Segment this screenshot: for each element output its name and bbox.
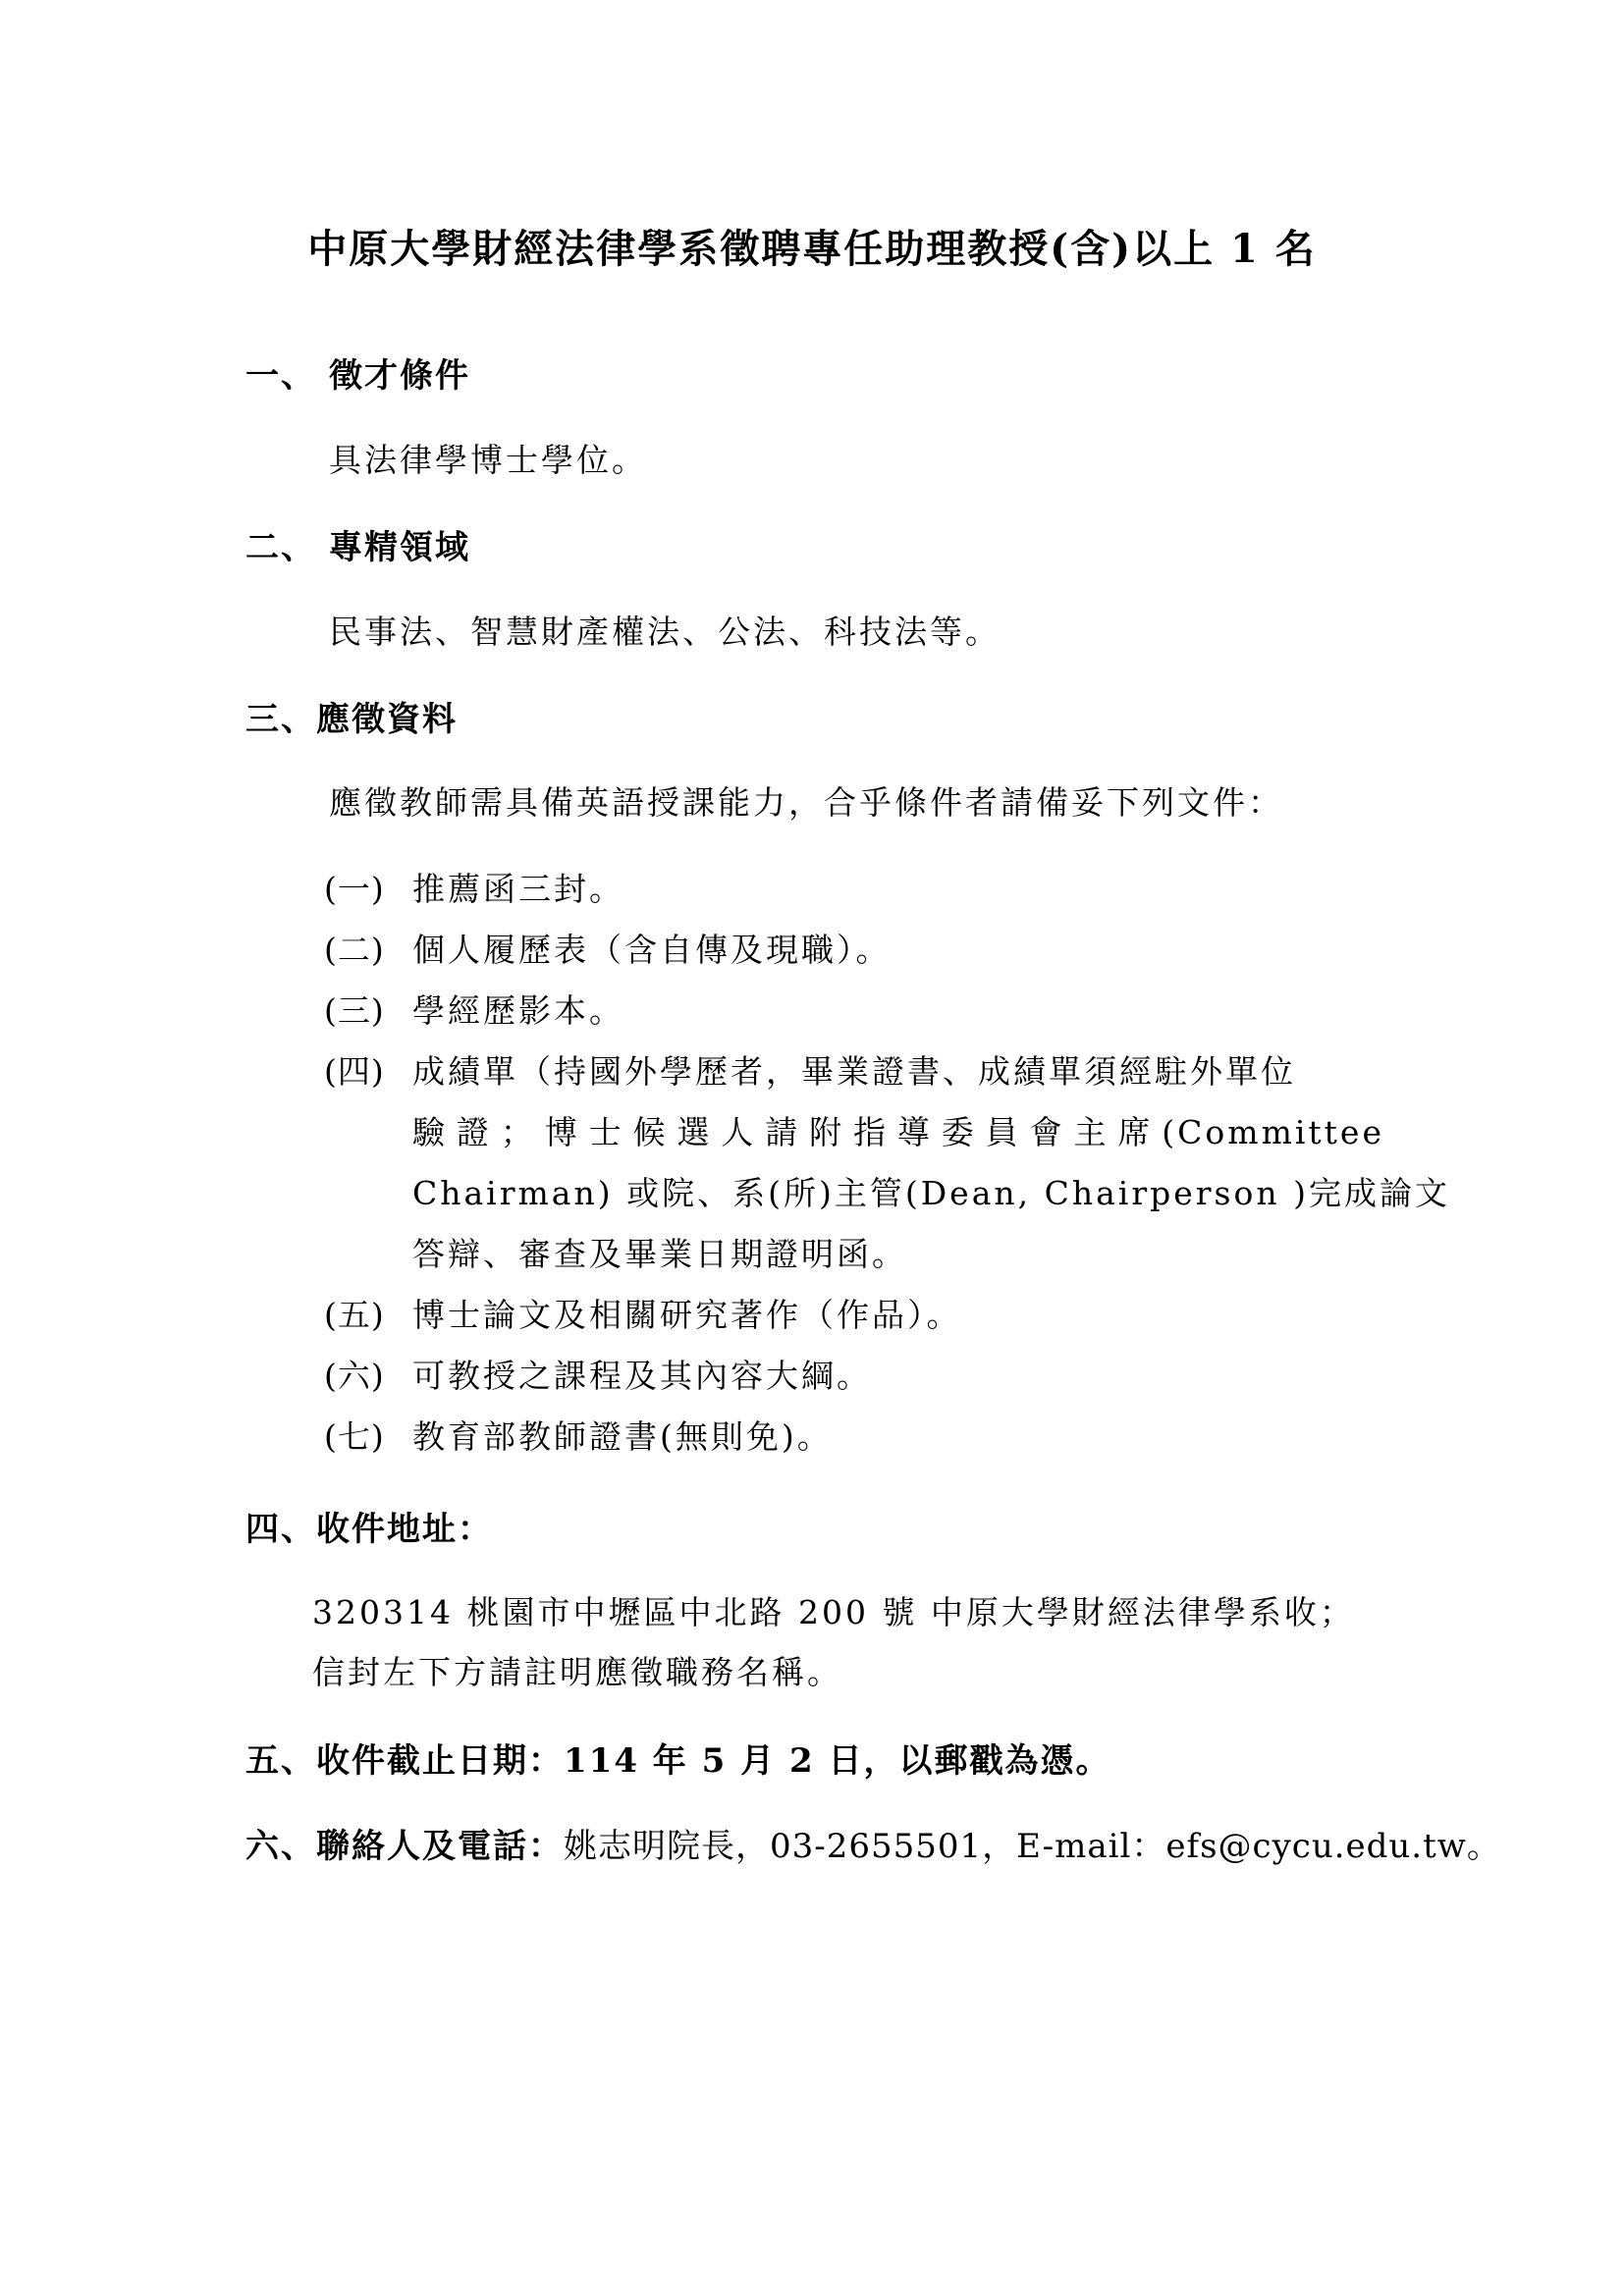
list-item-text: 可教授之課程及其內容大綱。	[412, 1357, 872, 1395]
section-heading-expertise	[245, 520, 470, 568]
list-item-text: 個人履歷表（含自傳及現職）。	[412, 931, 892, 969]
section-heading-application-materials	[245, 692, 458, 740]
contact-value: 姚志明院長，03-2655501，E-mail：efs@cycu.edu.tw。	[564, 1827, 1501, 1866]
section-title: 專精領域	[329, 528, 470, 567]
list-item-text: 教育部教師證書(無則免)。	[412, 1417, 833, 1456]
list-item	[324, 1351, 872, 1397]
requirements-text: 具法律學博士學位。	[329, 441, 647, 479]
list-marker: (七)	[324, 1417, 385, 1456]
section-heading-contact	[245, 1819, 1501, 1867]
section-title: 應徵資料	[316, 700, 458, 739]
section-number: 一、	[245, 356, 316, 396]
section-heading-deadline: 五、收件截止日期：114 年 5 月 2 日，以郵戳為憑。	[245, 1741, 1111, 1781]
list-item	[324, 864, 624, 910]
expertise-text: 民事法、智慧財產權法、公法、科技法等。	[329, 613, 1001, 651]
address-line: 320314 桃園市中壢區中北路 200 號 中原大學財經法律學系收；	[312, 1593, 1355, 1631]
list-marker: (一)	[324, 870, 385, 908]
list-item	[324, 925, 892, 971]
page-title: 中原大學財經法律學系徵聘專任助理教授(含)以上 1 名	[307, 226, 1317, 272]
list-item-text: 學經歷影本。	[412, 991, 624, 1030]
list-item	[324, 1046, 1296, 1093]
section-number: 二、	[245, 528, 316, 567]
section-number: 三、	[245, 700, 316, 739]
list-item-text: 博士論文及相關研究著作（作品）。	[412, 1296, 962, 1334]
address-note: 信封左下方請註明應徵職務名稱。	[312, 1653, 842, 1691]
list-item-text: 推薦函三封。	[412, 870, 624, 908]
list-item-continuation: 答辯、審查及畢業日期證明函。	[412, 1235, 907, 1273]
list-item-continuation: 驗證；博士候選人請附指導委員會主席(Committee	[412, 1113, 1384, 1151]
application-intro: 應徵教師需具備英語授課能力，合乎條件者請備妥下列文件：	[329, 783, 1283, 822]
list-item-continuation: Chairman) 或院、系(所)主管(Dean, Chairperson )完成論文	[412, 1174, 1450, 1212]
section-heading-requirements	[245, 348, 470, 397]
list-item	[324, 986, 624, 1032]
list-marker: (四)	[324, 1052, 385, 1091]
list-item	[324, 1412, 833, 1458]
list-marker: (三)	[324, 991, 385, 1030]
list-item	[324, 1290, 962, 1336]
list-item-text: 成績單（持國外學歷者，畢業證書、成績單須經駐外單位	[412, 1052, 1296, 1091]
section-heading-address: 四、收件地址：	[245, 1510, 493, 1549]
section-title: 徵才條件	[329, 356, 470, 396]
list-marker: (五)	[324, 1296, 385, 1334]
list-marker: (六)	[324, 1357, 385, 1395]
contact-label: 六、聯絡人及電話：	[245, 1827, 564, 1866]
list-marker: (二)	[324, 931, 385, 969]
